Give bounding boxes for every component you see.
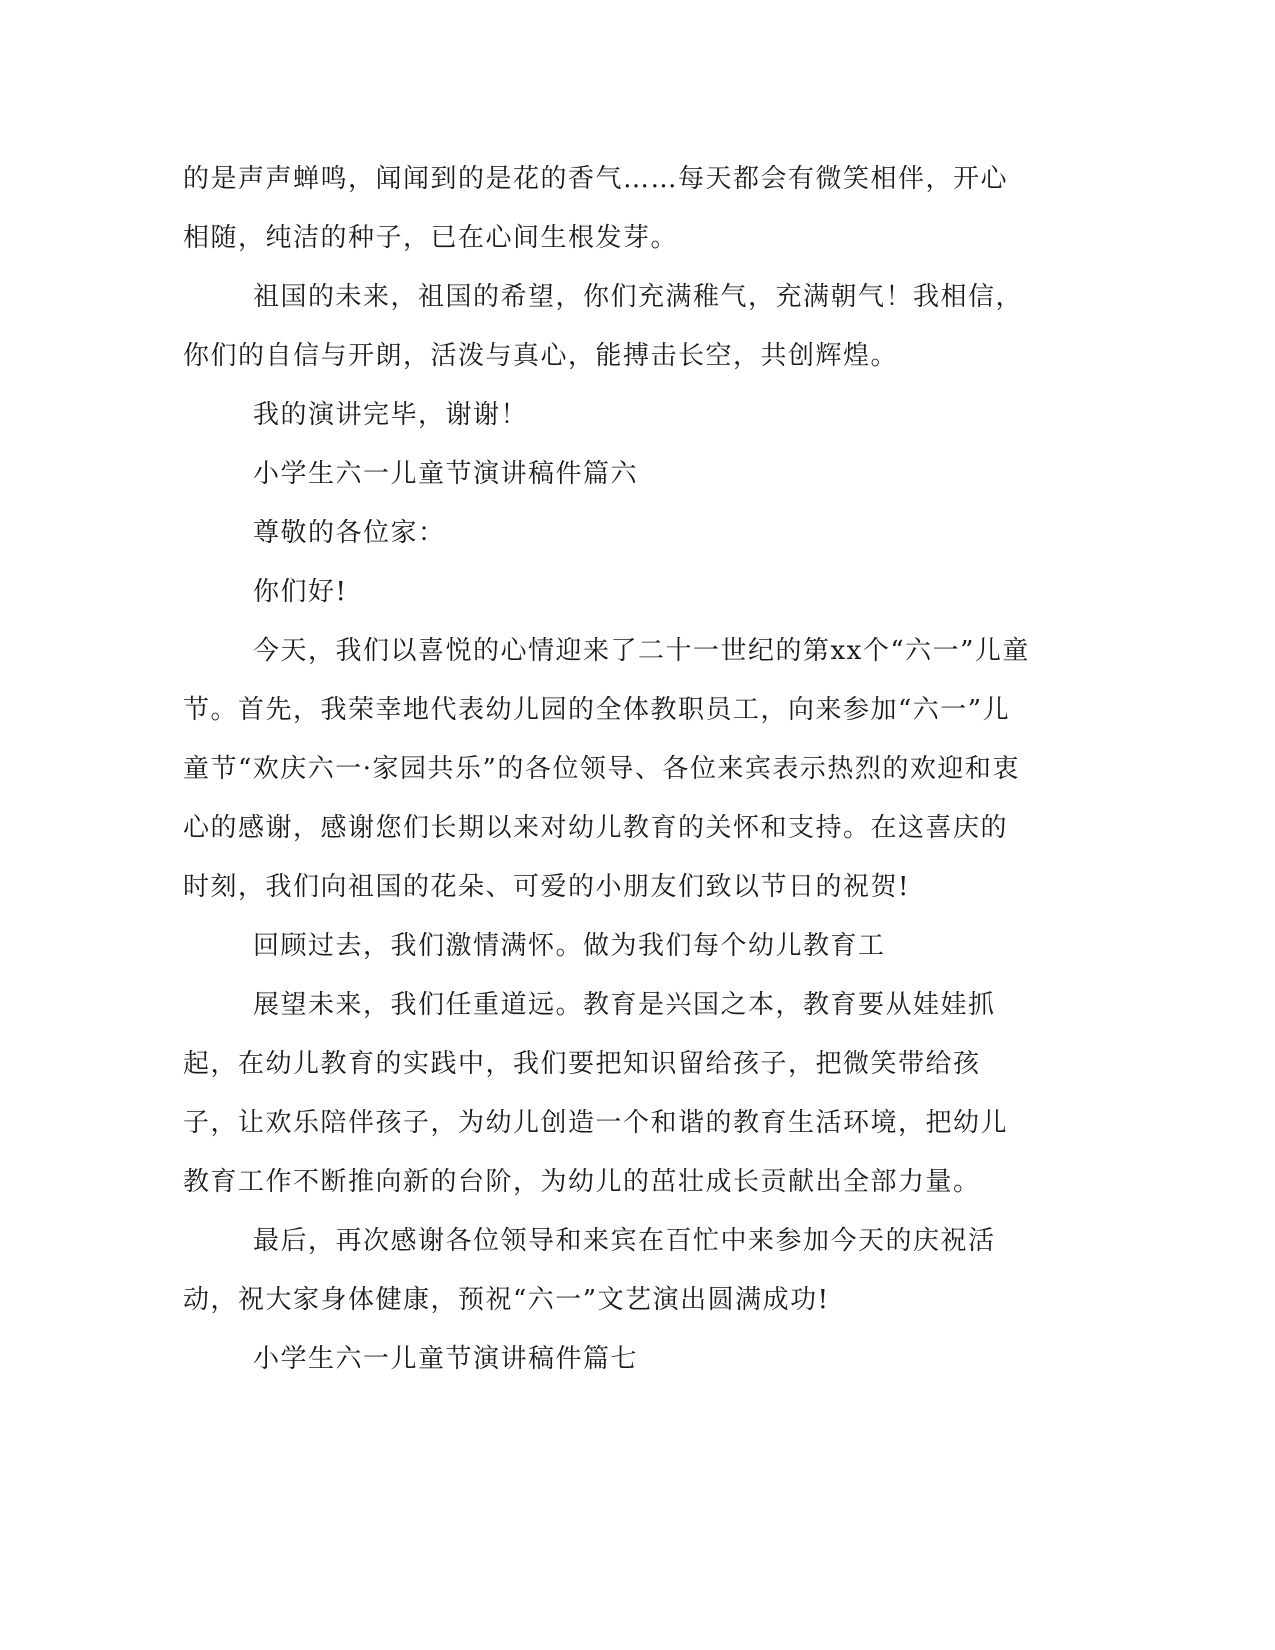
greeting: 你们好! (253, 577, 348, 607)
paragraph: 今天，我们以喜悦的心情迎来了二十一世纪的第xx个“六一”儿童节。首先，我荣幸地代表幼儿园的全体教职员工，向来参加“六一”儿童节“欢庆六一·家园共乐”的各位领导、各位来宾表示热烈的欢迎和衷心的感谢，感谢您们长期以来对幼儿教育的关怀和支持。在这喜庆的时刻，我们向祖国的花朵、可爱的小朋友们致以节日的祝贺! (183, 636, 1030, 902)
section-heading: 小学生六一儿童节演讲稿件篇七 (253, 1344, 639, 1374)
paragraph: 祖国的未来，祖国的希望，你们充满稚气，充满朝气！我相信，你们的自信与开朗，活泼与真心，能搏击长空，共创辉煌。 (183, 282, 1024, 371)
paragraph: 回顾过去，我们激情满怀。做为我们每个幼儿教育工 (253, 931, 886, 961)
salutation: 尊敬的各位家： (253, 518, 446, 548)
paragraph-continuation: 的是声声蝉鸣，闻闻到的是花的香气……每天都会有微笑相伴，开心相随，纯洁的种子，已在心间生根发芽。 (183, 164, 1009, 253)
section-heading: 小学生六一儿童节演讲稿件篇六 (253, 459, 639, 489)
paragraph: 展望未来，我们任重道远。教育是兴国之本，教育要从娃娃抓起，在幼儿教育的实践中，我们要把知识留给孩子，把微笑带给孩子，让欢乐陪伴孩子，为幼儿创造一个和谐的教育生活环境，把幼儿教育工作不断推向新的台阶，为幼儿的茁壮成长贡献出全部力量。 (183, 990, 1009, 1197)
paragraph-closing: 我的演讲完毕，谢谢！ (253, 400, 529, 430)
paragraph: 最后，再次感谢各位领导和来宾在百忙中来参加今天的庆祝活动，祝大家身体健康，预祝“六一”文艺演出圆满成功! (183, 1226, 996, 1315)
document-body (183, 150, 1033, 1389)
